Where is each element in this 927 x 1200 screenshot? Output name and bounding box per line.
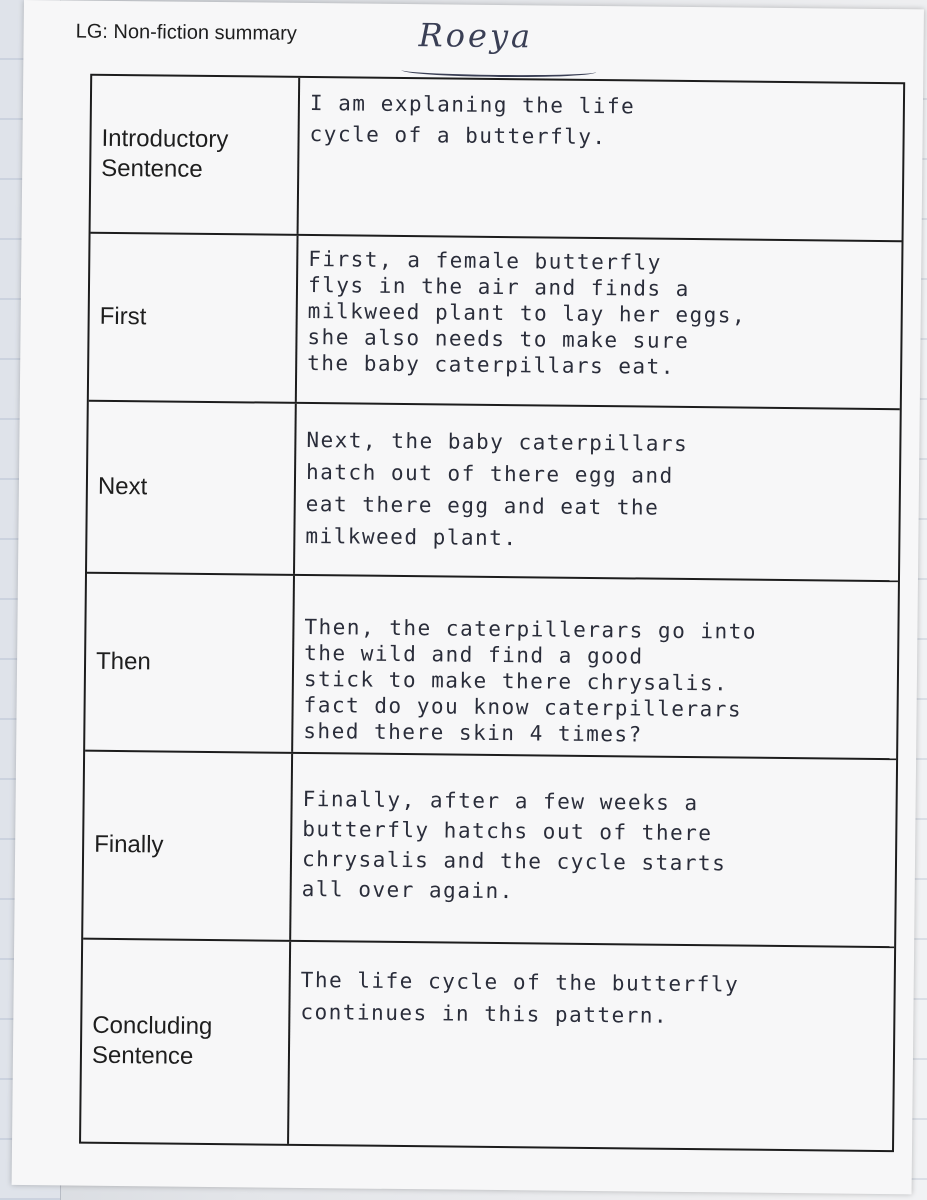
handwritten-line: chrysalis and the cycle starts	[301, 846, 727, 876]
handwritten-line: butterfly hatchs out of there	[302, 816, 713, 846]
handwritten-line: Then, the caterpillerars go into	[304, 614, 758, 644]
handwritten-line: The life cycle of the butterfly	[300, 967, 740, 997]
row-introductory	[91, 76, 904, 242]
name-underline	[401, 64, 596, 78]
handwritten-line: continues in this pattern.	[300, 999, 669, 1028]
row-text-first	[307, 246, 895, 382]
handwritten-line: shed there skin 4 times?	[303, 718, 643, 747]
handwritten-line: hatch out of there egg and	[305, 459, 674, 488]
handwritten-line: flys in the air and finds a	[307, 272, 691, 301]
summary-table	[79, 74, 905, 1152]
handwritten-line: fact do you know caterpillerars	[303, 692, 743, 722]
handwritten-line: I am explaning the life	[309, 91, 636, 119]
handwritten-line: milkweed plant to lay her eggs,	[307, 298, 747, 328]
row-finally	[83, 752, 896, 948]
row-label-introductory: Introductory Sentence	[91, 76, 301, 234]
handwritten-line: she also needs to make sure	[307, 324, 690, 353]
row-label-finally: Finally	[83, 752, 293, 940]
row-label-concluding: Concluding Sentence	[81, 940, 291, 1144]
row-text-introductory	[309, 88, 897, 156]
row-next	[87, 402, 900, 582]
row-label-next: Next	[87, 402, 297, 574]
row-first	[89, 234, 902, 410]
row-text-finally	[302, 784, 890, 910]
row-label-then: Then	[85, 574, 295, 752]
handwritten-line: cycle of a butterfly.	[309, 121, 607, 150]
row-label-first: First	[89, 234, 299, 402]
handwritten-line: First, a female butterfly	[308, 246, 662, 275]
handwritten-line: stick to make there chrysalis.	[303, 666, 729, 696]
row-then	[85, 574, 898, 760]
row-text-then	[303, 614, 891, 750]
row-text-concluding	[300, 964, 888, 1034]
handwritten-line: milkweed plant.	[305, 523, 518, 551]
worksheet-title: LG: Non-fiction summary	[75, 20, 297, 45]
student-name: Roeya	[418, 16, 534, 56]
handwritten-line: eat there egg and eat the	[305, 491, 660, 520]
row-text-next	[305, 424, 893, 558]
handwritten-line: the wild and find a good	[304, 640, 644, 669]
worksheet-sheet	[12, 0, 924, 1194]
handwritten-line: all over again.	[301, 876, 514, 904]
row-concluding	[81, 940, 894, 1150]
handwritten-line: the baby caterpillars eat.	[307, 350, 676, 379]
handwritten-line: Finally, after a few weeks a	[302, 786, 699, 816]
handwritten-line: Next, the baby caterpillars	[306, 427, 689, 456]
